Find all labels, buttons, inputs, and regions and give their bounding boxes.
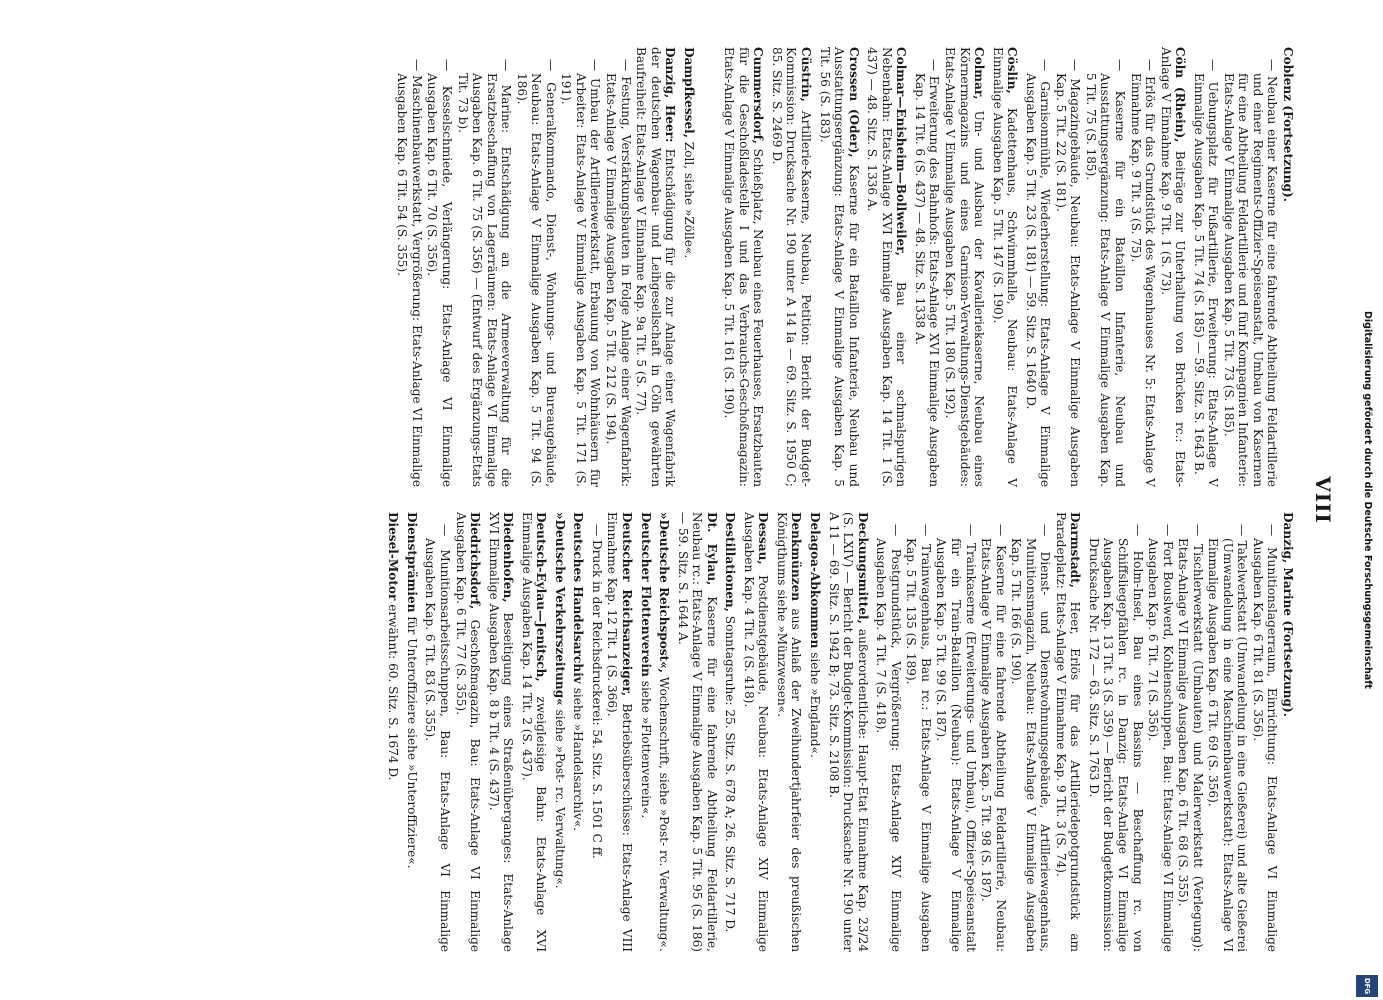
entry-subentry: — Munitionsarbeitsschuppen, Bau: Etats-Anlage VI Einmalige Ausgaben Kap. 6 Tit. 83 (S. 355). [423,524,453,952]
index-entry [675,512,719,952]
index-entry [1023,47,1187,487]
entry-text: Postdienstgebäude, Neubau: Etats-Anlage XIV Einmalige Ausgaben Kap. 4 Tit. 2 (S. 418). [741,512,771,952]
entry-text: für Unteroffiziere siehe »Unteroffiziere«. [404,612,419,869]
index-entry [874,512,1083,952]
entry-subentry: — Druck in der Reichsdruckerei: 54. Sitz. S. 1501 C ff. [589,524,604,859]
entry-text: siehe »Handelsarchiv«. [571,683,586,832]
entry-heading: Darmstadt, [1068,512,1083,588]
index-entry [722,47,766,487]
index-entry [723,512,738,952]
index-entry [657,512,672,952]
index-entry [638,512,653,952]
entry-heading: Cöslin, [1005,47,1020,94]
entry-subentry: — Festung, Verstärkungsbauten in Folge Anlage einer Wagenfabrik: Etats-Anlage V Einmalige Ausgaben Kap. 5 Tit. 212 (S. 194). [604,59,633,487]
entry-subentry: — Maschinenbauwerkstatt, Vergrößerung: Etats-Anlage VI Einmalige Ausgaben Kap. 6 Tit. 54 (S. 355). [395,59,424,487]
entry-subentry: — Magazingebäude, Neubau: Etats-Anlage V Einmalige Ausgaben Kap. 5 Tit. 22 (S. 181). [1053,59,1083,487]
entry-text: Bau einer schmalspurigen Nebenbahn: Etats-Anlage XVI Einmalige Ausgaben Kap. 14 Tit. 1 (S. 437) — 48. Sitz. S. 1336 A. [865,47,909,487]
entry-text: siehe »Post- rc. Verwaltung«. [552,705,567,889]
index-entry [741,512,770,952]
entry-text: Betriebsüberschüsse: Etats-Anlage VIII Einnahme Kap. 12 Tit. 1 (S. 366). [605,512,635,952]
entry-heading: Dessau, [756,512,771,565]
entry-text: Um- und Ausbau der Kavalleriekaserne, Neubau eines Körnermagazins und eines Garnison-Verwaltungs-Dienstgebäudes: Etats-Anlage V Einmalige Ausgaben Kap. 5 Tit. 180 (S. 192). [942,47,987,487]
entry-subentry: — Postgrundstück, Vergrößerung: Etats-Anlage XIV Einmalige Ausgaben Kap. 4 Tit. 7 (S. 418). [874,524,903,952]
entry-heading: Delagoa-Abkommen [808,512,823,649]
entry-heading: Danzig, Marine (Fortsetzung). [1281,512,1295,717]
entry-text: Kaserne für eine fahrende Abtheilung Feldartillerie, Neubau rc.: Etats-Anlage V Einmalige Ausgaben Kap. 5 Tit. 95 (S. 186) — 59. Sitz. S. 1644 A. [675,512,719,952]
entry-text: außerordentliche: Haupt-Etat Einnahme Kap. 23/24 (S. LXIV) — Bericht der Budget-Kommission: Drucksache Nr. 190 unter A 11 — 69. Sitz. S. 1942 B; 73. Sitz. S. 2108 B. [826,512,870,952]
entry-text: Artillerie-Kaserne, Neubau, Petition: Bericht der Budget-Kommission: Drucksache Nr. 190 unter A 14 Ia — 69. Sitz. S. 1950 C; 85. Sitz. S. 2469 D. [769,47,814,487]
index-entry [1086,512,1295,952]
entry-text: aus Anlaß der Zweihundertjahrfeier des preußischen Königthums siehe »Münzwesen«. [774,512,804,952]
entry-subentry: — Munitionslagerraum, Einrichtung: Etats-Anlage VI Einmalige Ausgaben Kap. 6 Tit. 81 (S. 356). [1250,524,1280,952]
entry-heading: Deutsch-Eylau—Jenitsch, [534,512,549,682]
entry-subentry: — Neubau einer Kaserne für eine fahrende Abtheilung Feldartillerie und einer Regiments-Offizier-Speiseanstalt, Umbau von Kasernen für eine Abtheilung Feldartillerie und fünf Kompagnien Infanterie: Etats-Anlage V Einmalige Ausgaben Kap. 5 Tit. 73 (S. 185). [1221,59,1280,487]
entry-subentry: — Marine: Entschädigung an die Armeeverwaltung für die Ersatzbeschaffung von Lagerräumen: Etats-Anlage VI Einmalige Ausgaben Kap. 6 Tit. 75 (S. 356) — (Entwurf des Ergänzungs-Etats Tit. 73 b). [455,59,514,487]
digitization-credit: Digitalisierung gefördert durch die Deutsche Forschungsgemeinschaft [1362,311,1373,689]
entry-text: siehe »Flottenverein«. [638,676,653,819]
entry-subentry: — Kaserne für ein Bataillon Infanterie, Neubau und Ausstattungsergänzung: Etats-Anlage V Einmalige Ausgaben Kap. 5 Tit. 75 (S. 185). [1083,59,1127,487]
entry-subentry: — Kaserne für eine fahrende Abtheilung Feldartillerie, Neubau: Etats-Anlage V Einmalige Ausgaben Kap. 5 Tit. 98 (S. 187). [979,524,1008,952]
entry-subentry: — Erlös für das Grundstück des Wagenhauses Nr. 5: Etats-Anlage V Einnahme Kap. 9 Tit. 3 (S. 75). [1128,59,1158,487]
entry-text: Kaserne für ein Bataillon Infanterie, Neubau und Ausstattungsergänzung: Etats-Anlage V Einmalige Ausgaben Kap. 5 Tit. 56 (S. 183). [817,47,861,488]
entry-heading: Deutscher Flottenverein [638,512,653,677]
entry-text: Kadettenhaus, Schwimmhalle, Neubau: Etats-Anlage V Einmalige Ausgaben Kap. 5 Tit. 147 (S. 190). [990,47,1020,487]
index-entry [589,512,634,952]
index-entry [486,512,515,952]
entry-heading: Deutscher Reichsanzeiger, [620,512,635,697]
index-entry [990,47,1019,487]
index-entry [817,47,861,487]
entry-text: siehe »England«. [808,648,823,758]
entry-heading: Cüstrin, [799,47,814,102]
entry-text: Geschoßmagazin, Bau: Etats-Anlage VI Einmalige Ausgaben Kap. 6 Tit. 77 (S. 355). [453,512,483,952]
entry-text: Wochenschrift, siehe »Post- rc. Verwaltung«. [657,672,672,952]
index-entry [865,47,909,487]
right-column [382,512,1295,952]
entry-heading: Cöln (Rhein), [1173,47,1188,143]
entry-text: zweigleisige Bahn: Etats-Anlage XVI Einmalige Ausgaben Kap. 14 Tit. 2 (S. 437). [519,512,549,952]
entry-heading: Diesel-Motor [386,512,401,601]
index-entry [404,512,419,952]
index-entry [395,47,677,487]
entry-heading: Crossen (Oder), [846,47,861,158]
index-entry [423,512,482,952]
index-entry [386,512,401,952]
entry-subentry: — Kesselschmiede, Verlängerung: Etats-Anlage VI Einmalige Ausgaben Kap. 6 Tit. 70 (S. 356). [425,59,455,487]
entry-text: Entschädigung für die zur Anlage einer Wagenfabrik der deutschen Wagenbau- und Leihgesellschaft in Cöln gewährten Baufreiheit: Etats-Anlage V Einnahme Kap. 9a Tit. 5 (S. 77). [634,47,678,488]
entry-subentry: — Trainwagenhaus, Bau rc.: Etats-Anlage V Einmalige Ausgaben Kap. 5 Tit. 135 (S. 189). [904,524,933,952]
index-entry [681,47,696,487]
index-entry [808,512,823,952]
entry-text: Sonntagsruhe: 25. Sitz. S. 678 A; 26. Sitz. S. 717 D. [723,611,738,933]
left-column [391,47,1295,487]
entry-subentry: — Takelwerkstatt (Umwandelung in eine Gießerei) und alte Gießerei (Umwandelung in eine Maschinenbauwerkstatt): Etats-Anlage VI Einmalige Ausgaben Kap. 6 Tit. 69 (S. 356). [1206,524,1250,952]
entry-heading: Dienstprämien [404,512,419,613]
index-entry [774,512,803,952]
index-entry [571,512,586,952]
entry-subentry: — Tischlerwerkstatt (Umbauten) und Malerwerkstatt (Verlegung): Etats-Anlage VI Einmalige Ausgaben Kap. 6 Tit. 68 (S. 355). [1176,524,1205,952]
entry-heading: Colmar—Enisheim—Bollweiler, [894,47,909,256]
entry-subentry: — Trainkaserne (Erweiterungs- und Umbau), Offizier-Speiseanstalt für ein Train-Bataillon (Neubau): Etats-Anlage V Einmalige Ausgaben Kap. 5 Tit. 99 (S. 187). [934,524,978,952]
index-entry [912,47,986,487]
entry-heading: Cummersdorf, [751,47,766,144]
entry-heading: Destillationen, [723,512,738,612]
entry-text: Schießplatz, Neubau eines Feuerhauses, Ersatzbauten für die Geschoßladestelle I und das Verbrauchs-Geschoßmagazin: Etats-Anlage V Einmalige Ausgaben Kap. 5 Tit. 161 (S. 190). [722,47,766,487]
entry-heading: Danzig, Heer: [663,47,678,143]
entry-text: Heer, Erlös für das Artilleriedepotgrundstück am Paradeplatz: Etats-Anlage V Einnahme Kap. 9 Tit. 3 (S. 74). [1053,512,1083,952]
index-entry [826,512,870,952]
entry-heading: Deutsches Handelsarchiv [571,512,586,684]
entry-subentry: — Dienst- und Dienstwohnungsgebäude, Artilleriewagenhaus, Munitionsmagazin, Neubau: Etats-Anlage V Einmalige Ausgaben Kap. 5 Tit. 166 (S. 190). [1009,524,1053,952]
index-entry [1191,47,1295,487]
entry-heading: Deckungsmittel, [855,512,870,624]
entry-subentry: — Garnisonmühle, Wiederherstellung: Etats-Anlage V Einmalige Ausgaben Kap. 5 Tit. 23 (S. 181) — 59. Sitz. S. 1640 D. [1023,59,1053,487]
entry-heading: Coblenz (Fortsetzung). [1281,47,1295,202]
entry-text: Beiträge zur Unterhaltung von Brücken rc.: Etats-Anlage V Einnahme Kap. 9 Tit. 1 (S. 73). [1158,47,1188,487]
entry-text: erwähnt: 60. Sitz. S. 1674 D. [386,600,401,781]
entry-heading: Denkmünzen [789,512,804,602]
entry-text: Beseitigung eines Straßenüberganges: Etats-Anlage XVI Einmalige Ausgaben Kap. 8 b Tit. 4 (S. 437). [486,512,516,952]
entry-heading: Diedenhofen, [501,512,516,603]
entry-subentry: — Uebungsplatz für Fußartillerie, Erweiterung: Etats-Anlage V Einmalige Ausgaben Kap. 5 Tit. 74 (S. 185) — 59. Sitz. S. 1643 B. [1191,59,1221,487]
entry-heading: »Deutsche Reichspost«, [657,512,672,673]
index-entry [519,512,548,952]
entry-subentry: — Holm-Insel, Bau eines Bassins — Beschaffung rc. von Schiffsliegepfählen rc. in Danzig: Etats-Anlage VI Einmalige Ausgaben Kap. 13 Tit. 3 (S. 359) — Bericht der Budgetkommission: Drucksache Nr. 172 — 63. Sitz. S. 1763 D. [1086,524,1145,952]
entry-heading: Diedrichsdorf, [468,512,483,610]
entry-heading: Dt. Eylau, [704,512,719,586]
entry-heading: »Deutsche Verkehrszeitung« [552,512,567,706]
entry-text: Zoll, siehe »Zölle«. [681,137,696,259]
index-entry [769,47,813,487]
dfg-logo: DFG [1356,975,1378,997]
entry-subentry: — Fort Bouslwerd, Kohlenschuppen, Bau: Etats-Anlage VI Einmalige Ausgaben Kap. 6 Tit. 71 (S. 356). [1146,524,1175,952]
entry-subentry: — Erweiterung des Bahnhofs: Etats-Anlage XVI Einmalige Ausgaben Kap. 14 Tit. 6 (S. 437) — 48. Sitz. S. 1338 A. [912,59,942,487]
page-number: VIII [1311,476,1335,524]
entry-heading: Dampfkessel, [681,47,696,138]
entry-subentry: — Generalkommando, Dienst-, Wohnungs- und Bureaugebäude, Neubau: Etats-Anlage V Einmalige Ausgaben Kap. 5 Tit. 94 (S. 186). [514,59,558,487]
index-entry [552,512,567,952]
entry-heading: Colmar, [972,47,987,100]
entry-subentry: — Umbau der Artilleriewerkstatt, Erbauung von Wohnhäusern für Arbeiter: Etats-Anlage V Einmalige Ausgaben Kap. 5 Tit. 171 (S. 191). [559,59,603,487]
